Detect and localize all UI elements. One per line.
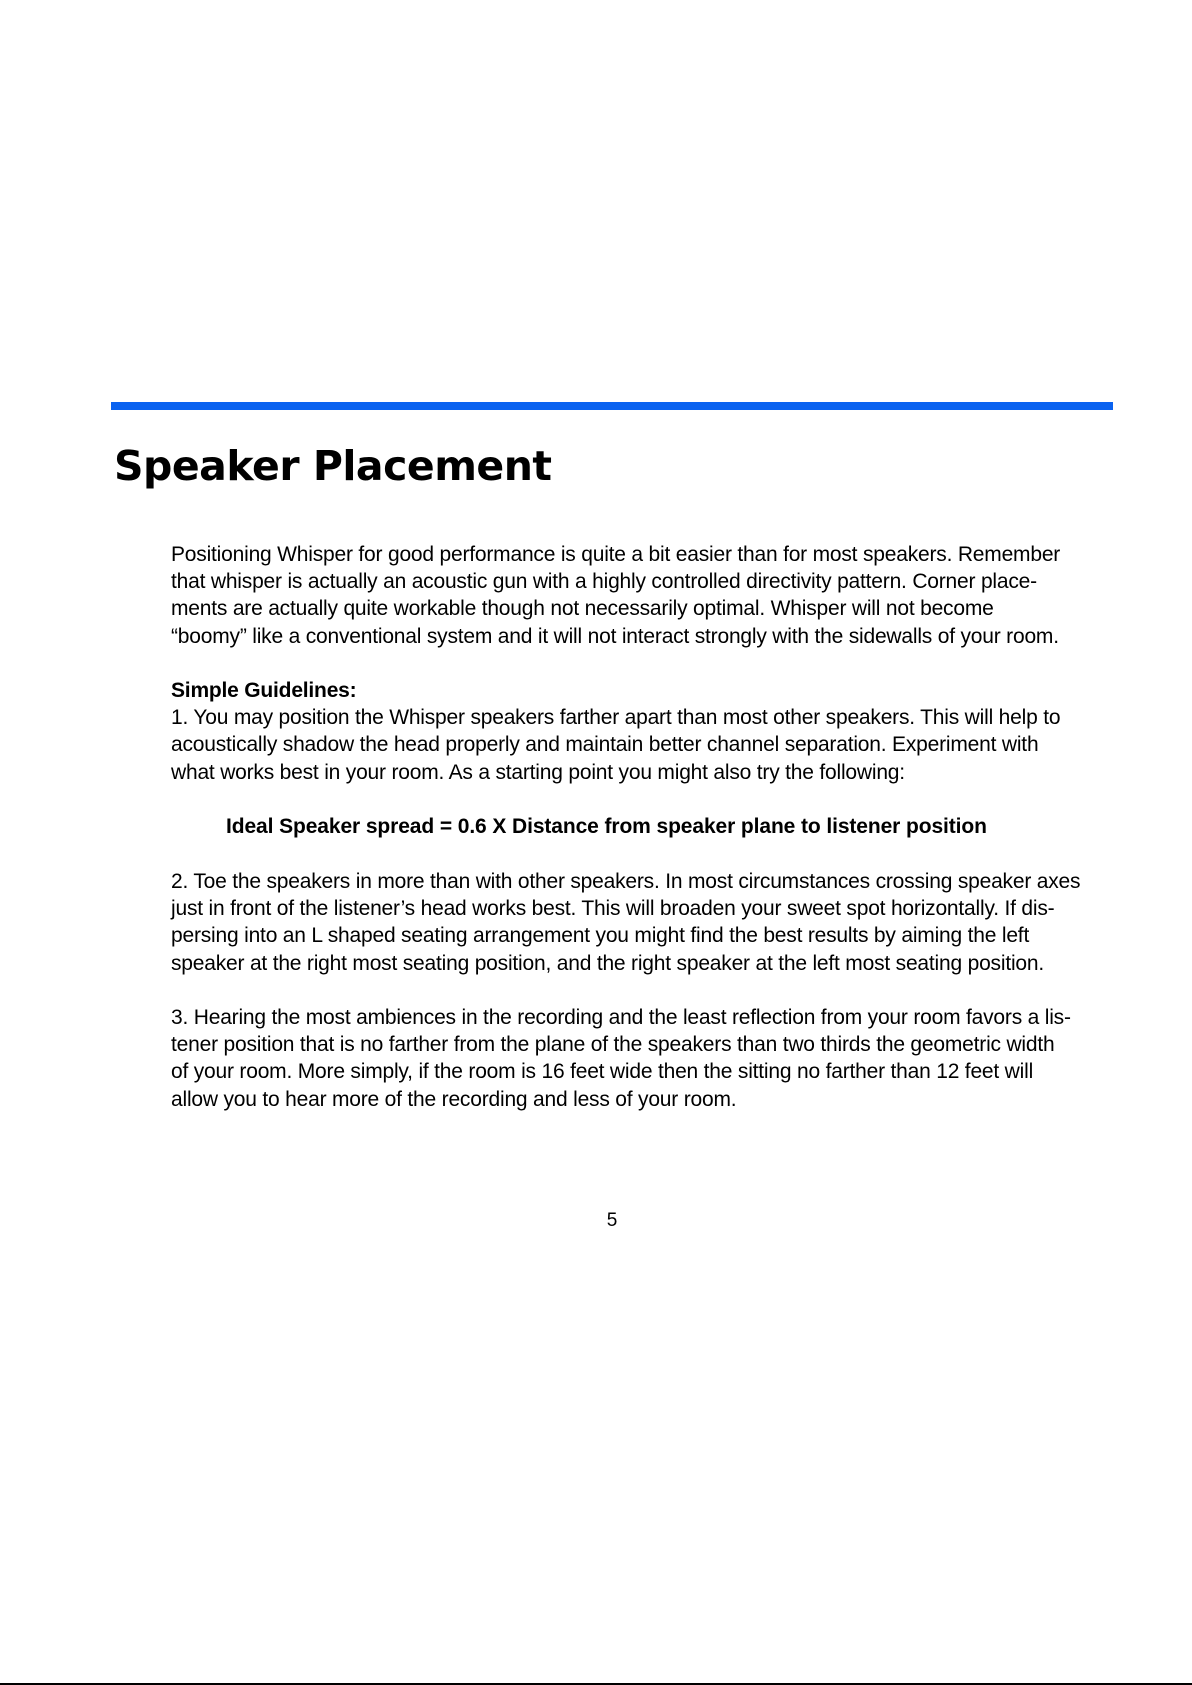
- guideline-2-line: speaker at the right most seating position, and the right speaker at the left most seating position.: [171, 951, 1045, 975]
- guideline-3-line: of your room. More simply, if the room is 16 feet wide then the sitting no farther than 12 feet will: [171, 1060, 1034, 1084]
- guidelines-section: [171, 677, 1131, 786]
- paragraph-line: ments are actually quite workable though not necessarily optimal. Whisper will not become: [171, 597, 994, 621]
- guidelines-heading: Simple Guidelines:: [171, 679, 357, 702]
- guideline-3-line: 3. Hearing the most ambiences in the recording and the least reflection from your room favors a lis-: [171, 1006, 1071, 1029]
- guideline-3-line: tener position that is no farther from the plane of the speakers than two thirds the geometric width: [171, 1033, 1055, 1057]
- guideline-3-paragraph: [171, 1004, 1131, 1113]
- paragraph-line: that whisper is actually an acoustic gun with a highly controlled directivity pattern. Corner place-: [171, 570, 1037, 594]
- guideline-2-line: just in front of the listener’s head works best. This will broaden your sweet spot horizontally. If dis-: [171, 897, 1055, 921]
- paragraph-line: Positioning Whisper for good performance is quite a bit easier than for most speakers. Remember: [171, 543, 1061, 566]
- guideline-2-line: 2. Toe the speakers in more than with other speakers. In most circumstances crossing speaker axes: [171, 870, 1081, 893]
- guideline-1-line: 1. You may position the Whisper speakers farther apart than most other speakers. This will help to: [171, 706, 1061, 730]
- guideline-1-line: what works best in your room. As a starting point you might also try the following:: [171, 760, 905, 784]
- speaker-spread-formula: Ideal Speaker spread = 0.6 X Distance from speaker plane to listener position: [226, 815, 987, 838]
- guideline-3-line: allow you to hear more of the recording and less of your room.: [171, 1087, 737, 1111]
- page-title: Speaker Placement: [114, 442, 552, 490]
- guideline-2-line: persing into an L shaped seating arrangement you might find the best results by aiming the left: [171, 924, 1030, 948]
- section-rule: [111, 402, 1113, 410]
- guideline-2-paragraph: [171, 868, 1131, 977]
- paragraph-line: “boomy” like a conventional system and it will not interact strongly with the sidewalls of your room.: [171, 624, 1059, 648]
- intro-paragraph: [171, 541, 1131, 650]
- page-number: 5: [606, 1210, 618, 1231]
- guideline-1-line: acoustically shadow the head properly and maintain better channel separation. Experiment with: [171, 733, 1039, 757]
